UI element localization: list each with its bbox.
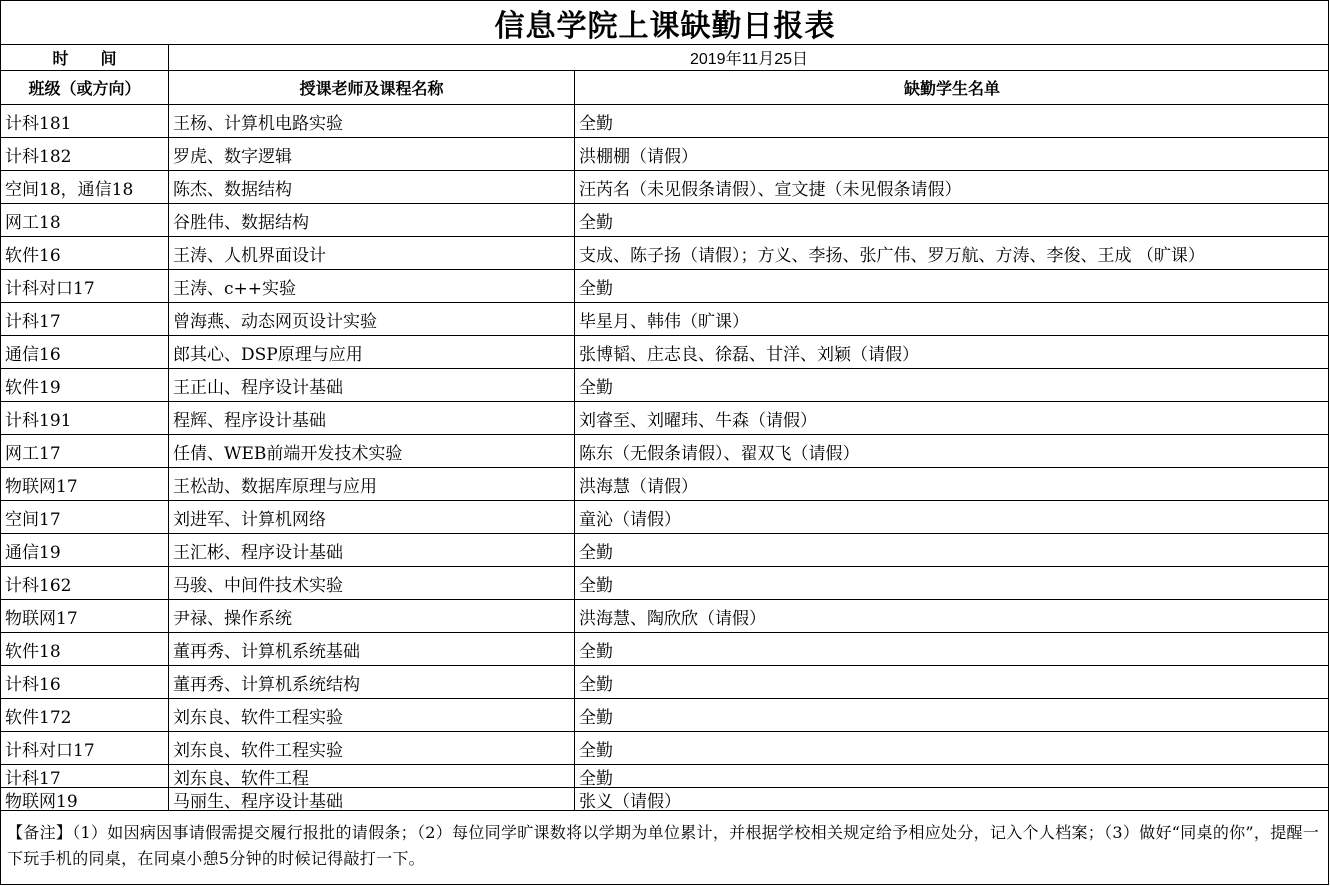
table-row <box>1 699 1329 732</box>
table-row <box>1 270 1329 303</box>
absent-students-cell: 全勤 <box>579 212 613 233</box>
teacher-course-cell: 刘进军、计算机网络 <box>169 501 575 533</box>
teacher-course-cell: 王涛、人机界面设计 <box>169 237 575 269</box>
absent-students-cell: 童沁（请假） <box>579 509 681 530</box>
class-cell: 物联网19 <box>1 788 169 810</box>
absent-students-cell: 支成、陈子扬（请假）；方义、李扬、张广伟、罗万航、方涛、李俊、王成 （旷课） <box>579 245 1205 266</box>
class-cell: 物联网17 <box>1 468 169 500</box>
teacher-course-cell: 马丽生、程序设计基础 <box>169 788 575 810</box>
absent-students-cell: 洪棚棚（请假） <box>579 146 698 167</box>
header-teacher-course: 授课老师及课程名称 <box>169 71 575 104</box>
table-row <box>1 204 1329 237</box>
table-row <box>1 534 1329 567</box>
table-row <box>1 567 1329 600</box>
table-row <box>1 402 1329 435</box>
absent-students-cell: 全勤 <box>579 542 613 563</box>
teacher-course-cell: 刘东良、软件工程实验 <box>169 732 575 764</box>
report-title: 信息学院上课缺勤日报表 <box>494 8 836 44</box>
class-cell: 软件18 <box>1 633 169 665</box>
title-row <box>1 1 1329 45</box>
class-cell: 计科17 <box>1 303 169 335</box>
absent-students-cell: 张博韬、庄志良、徐磊、甘洋、刘颖（请假） <box>579 344 919 365</box>
absent-students-cell: 全勤 <box>579 768 613 787</box>
teacher-course-cell: 董再秀、计算机系统基础 <box>169 633 575 665</box>
absent-students-cell: 全勤 <box>579 740 613 761</box>
class-cell: 软件172 <box>1 699 169 731</box>
table-row <box>1 600 1329 633</box>
teacher-course-cell: 程辉、程序设计基础 <box>169 402 575 434</box>
table-row <box>1 336 1329 369</box>
table-row <box>1 633 1329 666</box>
table-row <box>1 765 1329 788</box>
table-row <box>1 171 1329 204</box>
class-cell: 空间18，通信18 <box>1 171 169 203</box>
absent-students-cell: 全勤 <box>579 377 613 398</box>
teacher-course-cell: 郎其心、DSP原理与应用 <box>169 336 575 368</box>
teacher-course-cell: 谷胜伟、数据结构 <box>169 204 575 236</box>
class-cell: 网工17 <box>1 435 169 467</box>
table-row <box>1 369 1329 402</box>
absent-students-cell: 洪海慧（请假） <box>579 476 698 497</box>
class-cell: 计科16 <box>1 666 169 698</box>
class-cell: 计科17 <box>1 765 169 787</box>
teacher-course-cell: 王汇彬、程序设计基础 <box>169 534 575 566</box>
teacher-course-cell: 尹禄、操作系统 <box>169 600 575 632</box>
class-cell: 计科191 <box>1 402 169 434</box>
absent-students-cell: 全勤 <box>579 707 613 728</box>
table-row <box>1 788 1329 811</box>
class-cell: 计科182 <box>1 138 169 170</box>
notes: 【备注】（1）如因病因事请假需提交履行报批的请假条；（2）每位同学旷课数将以学期为单位累计，并根据学校相关规定给予相应处分，记入个人档案；（3）做好“同桌的你”，提醒一下玩手机的同桌，在同桌小憩5分钟的时候记得敲打一下。 <box>7 823 1320 868</box>
table-row <box>1 732 1329 765</box>
class-cell: 计科对口17 <box>1 270 169 302</box>
teacher-course-cell: 罗虎、数字逻辑 <box>169 138 575 170</box>
teacher-course-cell: 刘东良、软件工程实验 <box>169 699 575 731</box>
table-row <box>1 501 1329 534</box>
table-row <box>1 303 1329 336</box>
class-cell: 软件19 <box>1 369 169 401</box>
column-header-row <box>1 71 1329 105</box>
class-cell: 计科181 <box>1 105 169 137</box>
date-row <box>1 45 1329 71</box>
absent-students-cell: 全勤 <box>579 113 613 134</box>
teacher-course-cell: 董再秀、计算机系统结构 <box>169 666 575 698</box>
table-row <box>1 138 1329 171</box>
absent-students-cell: 汪芮名（未见假条请假）、宣文捷（未见假条请假） <box>579 179 962 200</box>
class-cell: 空间17 <box>1 501 169 533</box>
absent-students-cell: 陈东（无假条请假）、翟双飞（请假） <box>579 443 860 464</box>
time-label: 时 间 <box>1 45 169 70</box>
table-row <box>1 105 1329 138</box>
class-cell: 通信19 <box>1 534 169 566</box>
absent-students-cell: 全勤 <box>579 278 613 299</box>
class-cell: 网工18 <box>1 204 169 236</box>
teacher-course-cell: 陈杰、数据结构 <box>169 171 575 203</box>
teacher-course-cell: 王正山、程序设计基础 <box>169 369 575 401</box>
table-row <box>1 435 1329 468</box>
absent-students-cell: 洪海慧、陶欣欣（请假） <box>579 608 766 629</box>
table-row <box>1 666 1329 699</box>
class-cell: 物联网17 <box>1 600 169 632</box>
absent-students-cell: 刘睿至、刘曜玮、牛森（请假） <box>579 410 817 431</box>
absent-students-cell: 全勤 <box>579 674 613 695</box>
class-cell: 计科162 <box>1 567 169 599</box>
class-cell: 通信16 <box>1 336 169 368</box>
teacher-course-cell: 王涛、c++实验 <box>169 270 575 302</box>
teacher-course-cell: 刘东良、软件工程 <box>169 765 575 787</box>
absent-students-cell: 毕星月、韩伟（旷课） <box>579 311 749 332</box>
table-row <box>1 468 1329 501</box>
absent-students-cell: 全勤 <box>579 641 613 662</box>
teacher-course-cell: 曾海燕、动态网页设计实验 <box>169 303 575 335</box>
teacher-course-cell: 马骏、中间件技术实验 <box>169 567 575 599</box>
header-class: 班级（或方向） <box>1 71 169 104</box>
class-cell: 软件16 <box>1 237 169 269</box>
report-date: 2019年11月25日 <box>689 51 808 68</box>
teacher-course-cell: 王松劼、数据库原理与应用 <box>169 468 575 500</box>
absent-students-cell: 全勤 <box>579 575 613 596</box>
teacher-course-cell: 任倩、WEB前端开发技术实验 <box>169 435 575 467</box>
absent-students-cell: 张义（请假） <box>579 791 681 810</box>
class-cell: 计科对口17 <box>1 732 169 764</box>
header-absent-students: 缺勤学生名单 <box>903 79 1000 98</box>
table-row <box>1 237 1329 270</box>
teacher-course-cell: 王杨、计算机电路实验 <box>169 105 575 137</box>
